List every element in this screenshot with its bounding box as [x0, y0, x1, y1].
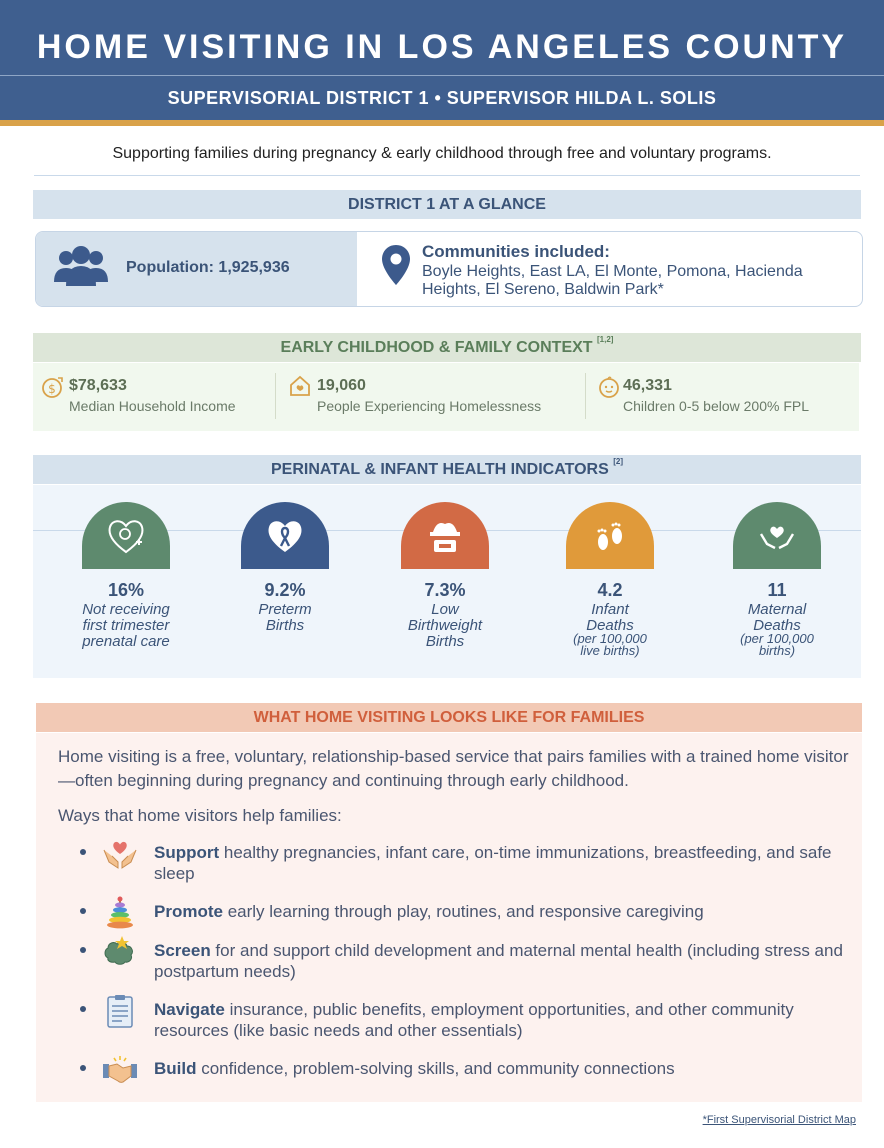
list-item-body: confidence, problem-solving skills, and community connections	[196, 1059, 675, 1078]
page-subtitle: SUPERVISORIAL DISTRICT 1 • SUPERVISOR HILDA L. SOLIS	[167, 88, 717, 108]
indicator-circle	[566, 502, 654, 569]
list-item-body: healthy pregnancies, infant care, on-time immunizations, breastfeeding, and safe sleep	[154, 843, 832, 883]
poverty-label: Children 0-5 below 200% FPL	[623, 398, 809, 414]
list-item-keyword: Promote	[154, 902, 223, 921]
context-divider	[275, 373, 276, 419]
list-item-body: early learning through play, routines, and responsive caregiving	[222, 902, 704, 921]
page-title: HOME VISITING IN LOS ANGELES COUNTY	[36, 28, 848, 66]
indicator-circle	[733, 502, 821, 569]
handshake-icon	[102, 1052, 138, 1088]
context-heading-text: EARLY CHILDHOOD & FAMILY CONTEXT	[280, 339, 593, 356]
home-visiting-heading: WHAT HOME VISITING LOOKS LIKE FOR FAMILIES	[36, 703, 862, 732]
context-stats	[33, 363, 859, 431]
bullet	[80, 1065, 86, 1071]
list-item-keyword: Support	[154, 843, 220, 862]
context-item-homeless	[285, 363, 585, 431]
list-item-text	[154, 940, 854, 982]
indicator-label-line2: Deaths	[753, 617, 801, 634]
indicator-label-line2: Birthweight	[407, 617, 483, 634]
indicator-value: 16%	[107, 580, 145, 600]
indicator-circle	[241, 502, 329, 569]
indicator-infant-deaths	[550, 502, 670, 657]
list-item-keyword: Screen	[154, 941, 211, 960]
indicator-label-line2: first trimester	[82, 617, 170, 634]
home-visiting-intro: Home visiting is a free, voluntary, relationship-based service that pairs families with a trained home visitor—often beginning during pregnancy and continuing through early childhood.	[58, 747, 849, 790]
indicator-prenatal	[66, 502, 186, 649]
communities-title: Communities included:	[422, 242, 610, 261]
pregnancy-icon	[106, 516, 146, 556]
district-map-link[interactable]: *First Supervisorial District Map	[702, 1114, 856, 1126]
income-label: Median Household Income	[69, 398, 236, 414]
indicator-label-line1: Not receiving	[82, 601, 170, 618]
indicator-birthweight	[385, 502, 505, 649]
baby-icon	[597, 375, 621, 399]
indicator-value: 11	[767, 580, 787, 600]
list-item-text	[154, 999, 854, 1041]
heart-ribbon-icon	[265, 516, 305, 556]
indicator-sub-line1: (per 100,000	[740, 631, 814, 646]
indicator-circle	[401, 502, 489, 569]
page-header	[0, 0, 884, 126]
indicator-value: 4.2	[597, 580, 623, 600]
homeless-value: 19,060	[317, 377, 366, 394]
glance-card	[35, 231, 863, 307]
perinatal-ref: [2]	[613, 457, 623, 466]
population-text: Population: 1,925,936	[126, 259, 290, 276]
perinatal-heading	[33, 455, 861, 484]
indicator-label-line3: Births	[425, 633, 465, 650]
context-divider	[585, 373, 586, 419]
house-icon	[289, 375, 311, 397]
indicator-sub-line2: live births)	[580, 643, 640, 658]
bullet	[80, 849, 86, 855]
header-divider	[0, 75, 884, 76]
context-item-income	[33, 363, 273, 431]
indicator-label-line2: Births	[265, 617, 305, 634]
svg-text:$: $	[48, 382, 56, 396]
tagline: Supporting families during pregnancy & early childhood through free and voluntary programs.	[112, 145, 772, 162]
communities-list: Boyle Heights, East LA, El Monte, Pomona, Hacienda Heights, El Sereno, Baldwin Park*	[422, 263, 803, 298]
dollar-icon	[41, 375, 65, 399]
list-item-body: insurance, public benefits, employment opportunities, and other community resources (like basic needs and other essentials)	[154, 1000, 794, 1040]
hands-heart-icon	[102, 836, 138, 872]
tagline-divider	[34, 175, 860, 176]
indicator-label-line2: Deaths	[586, 617, 634, 634]
context-item-poverty	[595, 363, 859, 431]
indicator-label-line1: Infant	[591, 601, 629, 618]
bullet	[80, 947, 86, 953]
indicator-circle	[82, 502, 170, 569]
ways-heading: Ways that home visitors help families:	[58, 806, 342, 825]
baby-scale-icon	[425, 516, 465, 556]
poverty-value: 46,331	[623, 377, 672, 394]
indicator-maternal-deaths	[717, 502, 837, 657]
homeless-label: People Experiencing Homelessness	[317, 398, 542, 414]
list-item-body: for and support child development and maternal mental health (including stress and postpartum needs)	[154, 941, 843, 981]
people-icon	[52, 246, 110, 290]
list-item-text	[154, 842, 854, 884]
indicator-preterm	[225, 502, 345, 633]
list-item-keyword: Navigate	[154, 1000, 225, 1019]
glance-heading: DISTRICT 1 AT A GLANCE	[33, 190, 861, 219]
location-pin-icon	[381, 244, 411, 286]
bullet	[80, 908, 86, 914]
indicator-label-line1: Low	[431, 601, 459, 618]
gold-accent-bar	[0, 120, 884, 126]
clipboard-icon	[102, 993, 138, 1029]
context-ref: [1,2]	[597, 335, 614, 344]
indicator-value: 7.3%	[424, 580, 466, 600]
context-heading	[33, 333, 861, 362]
bullet	[80, 1006, 86, 1012]
brain-icon	[102, 934, 138, 970]
indicator-label-line3: prenatal care	[82, 633, 170, 650]
perinatal-heading-text: PERINATAL & INFANT HEALTH INDICATORS	[270, 461, 609, 478]
hands-heart-icon	[757, 516, 797, 556]
footprints-icon	[590, 516, 630, 556]
stacking-rings-icon	[102, 895, 138, 931]
indicator-label-line1: Maternal	[747, 601, 807, 618]
list-item-keyword: Build	[154, 1059, 197, 1078]
list-item-text	[154, 1058, 854, 1079]
indicator-value: 9.2%	[264, 580, 306, 600]
income-value: $78,633	[69, 377, 127, 394]
indicator-label-line1: Preterm	[258, 601, 312, 618]
indicator-sub-line1: (per 100,000	[573, 631, 647, 646]
indicator-sub-line2: births)	[758, 643, 796, 658]
list-item-text	[154, 901, 854, 922]
